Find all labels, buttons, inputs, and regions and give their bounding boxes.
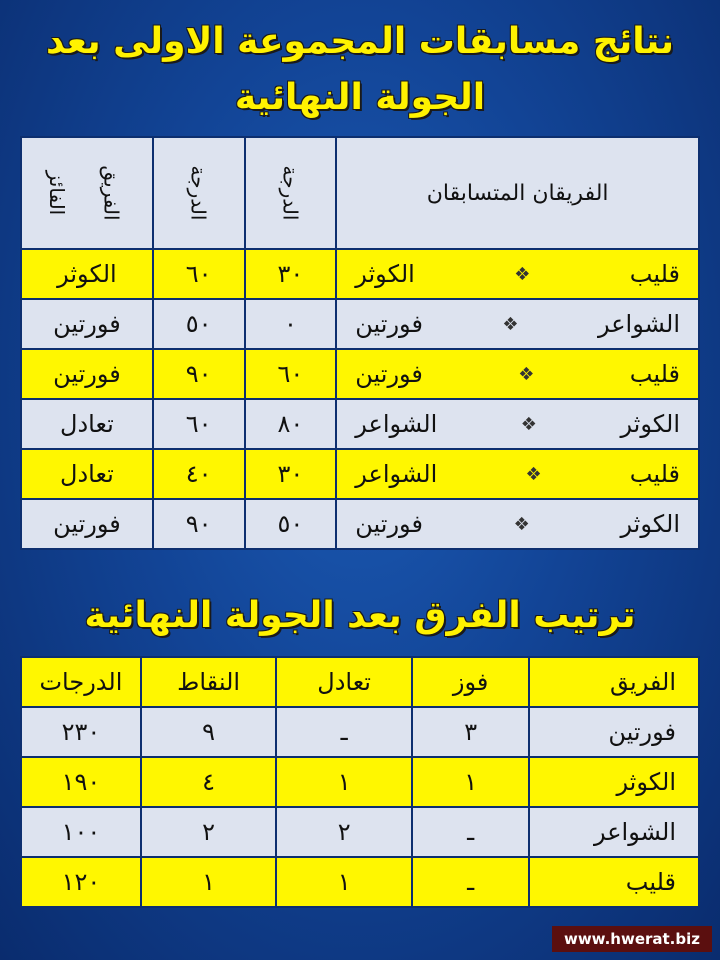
- website-label: www.hwerat.biz: [552, 926, 712, 952]
- score-1: ٨٠: [245, 399, 337, 449]
- score-1: ٣٠: [245, 449, 337, 499]
- winner: الكوثر: [21, 249, 153, 299]
- team-2: فورتين: [355, 360, 423, 388]
- match-cell: [336, 249, 699, 299]
- results-row: [21, 399, 699, 449]
- standing-grades: ٢٣٠: [21, 707, 141, 757]
- diamond-icon: ❖: [514, 263, 531, 285]
- diamond-icon: ❖: [502, 313, 519, 335]
- header-points: النقاط: [141, 657, 277, 707]
- header-winner-line-1: الفريق: [99, 165, 124, 221]
- standing-team: فورتين: [529, 707, 699, 757]
- score-2: ٦٠: [153, 249, 245, 299]
- team-2: فورتين: [355, 510, 423, 538]
- standing-points: ٩: [141, 707, 277, 757]
- results-row: [21, 299, 699, 349]
- header-draw: تعادل: [276, 657, 412, 707]
- match-cell: [336, 399, 699, 449]
- diamond-icon: ❖: [518, 363, 535, 385]
- header-grades: الدرجات: [21, 657, 141, 707]
- team-1: قليب: [629, 460, 680, 488]
- score-2: ٦٠: [153, 399, 245, 449]
- standing-points: ٤: [141, 757, 277, 807]
- team-1: الشواعر: [597, 310, 680, 338]
- winner: فورتين: [21, 499, 153, 549]
- standing-grades: ١٢٠: [21, 857, 141, 907]
- score-1: ٣٠: [245, 249, 337, 299]
- standings-title: ترتيب الفرق بعد الجولة النهائية: [84, 595, 636, 636]
- standings-header-row: [21, 657, 699, 707]
- score-1: ٥٠: [245, 499, 337, 549]
- winner: فورتين: [21, 299, 153, 349]
- results-header-row: [21, 137, 699, 249]
- results-row: [21, 349, 699, 399]
- results-row: [21, 499, 699, 549]
- score-1: ٦٠: [245, 349, 337, 399]
- diamond-icon: ❖: [525, 463, 542, 485]
- results-table: [20, 136, 700, 550]
- standing-draw: ـ: [276, 707, 412, 757]
- match-cell: [336, 449, 699, 499]
- team-2: الكوثر: [355, 260, 415, 288]
- match-cell: [336, 499, 699, 549]
- team-1: الكوثر: [620, 510, 680, 538]
- standings-row: [21, 707, 699, 757]
- header-teams: الفريقان المتسابقان: [336, 137, 699, 249]
- diamond-icon: ❖: [520, 413, 537, 435]
- score-2: ٩٠: [153, 499, 245, 549]
- team-2: فورتين: [355, 310, 423, 338]
- header-score-1: الدرجة: [245, 137, 337, 249]
- team-1: الكوثر: [620, 410, 680, 438]
- team-2: الشواعر: [355, 410, 438, 438]
- standing-win: ١: [412, 757, 530, 807]
- winner: فورتين: [21, 349, 153, 399]
- winner: تعادل: [21, 449, 153, 499]
- standings-row: [21, 757, 699, 807]
- header-winner: [21, 137, 153, 249]
- diamond-icon: ❖: [513, 513, 530, 535]
- standings-row: [21, 807, 699, 857]
- standing-points: ٢: [141, 807, 277, 857]
- standing-points: ١: [141, 857, 277, 907]
- standing-draw: ١: [276, 757, 412, 807]
- standing-win: ٣: [412, 707, 530, 757]
- team-1: قليب: [629, 260, 680, 288]
- standing-win: ـ: [412, 857, 530, 907]
- standing-win: ـ: [412, 807, 530, 857]
- team-2: الشواعر: [355, 460, 438, 488]
- winner: تعادل: [21, 399, 153, 449]
- standing-grades: ١٩٠: [21, 757, 141, 807]
- standing-draw: ٢: [276, 807, 412, 857]
- score-2: ٩٠: [153, 349, 245, 399]
- standing-grades: ١٠٠: [21, 807, 141, 857]
- header-winner-line-2: الفائز: [45, 170, 70, 216]
- standing-team: قليب: [529, 857, 699, 907]
- standing-draw: ١: [276, 857, 412, 907]
- page-title-line-1: نتائج مسابقات المجموعة الاولى بعد: [45, 21, 675, 62]
- standings-row: [21, 857, 699, 907]
- score-2: ٤٠: [153, 449, 245, 499]
- match-cell: [336, 299, 699, 349]
- page-title-line-2: الجولة النهائية: [234, 77, 486, 118]
- match-cell: [336, 349, 699, 399]
- score-2: ٥٠: [153, 299, 245, 349]
- standings-table: [20, 656, 700, 908]
- header-team: الفريق: [529, 657, 699, 707]
- standing-team: الكوثر: [529, 757, 699, 807]
- team-1: قليب: [629, 360, 680, 388]
- standing-team: الشواعر: [529, 807, 699, 857]
- header-score-2: الدرجة: [153, 137, 245, 249]
- score-1: ٠: [245, 299, 337, 349]
- results-row: [21, 449, 699, 499]
- results-row: [21, 249, 699, 299]
- header-win: فوز: [412, 657, 530, 707]
